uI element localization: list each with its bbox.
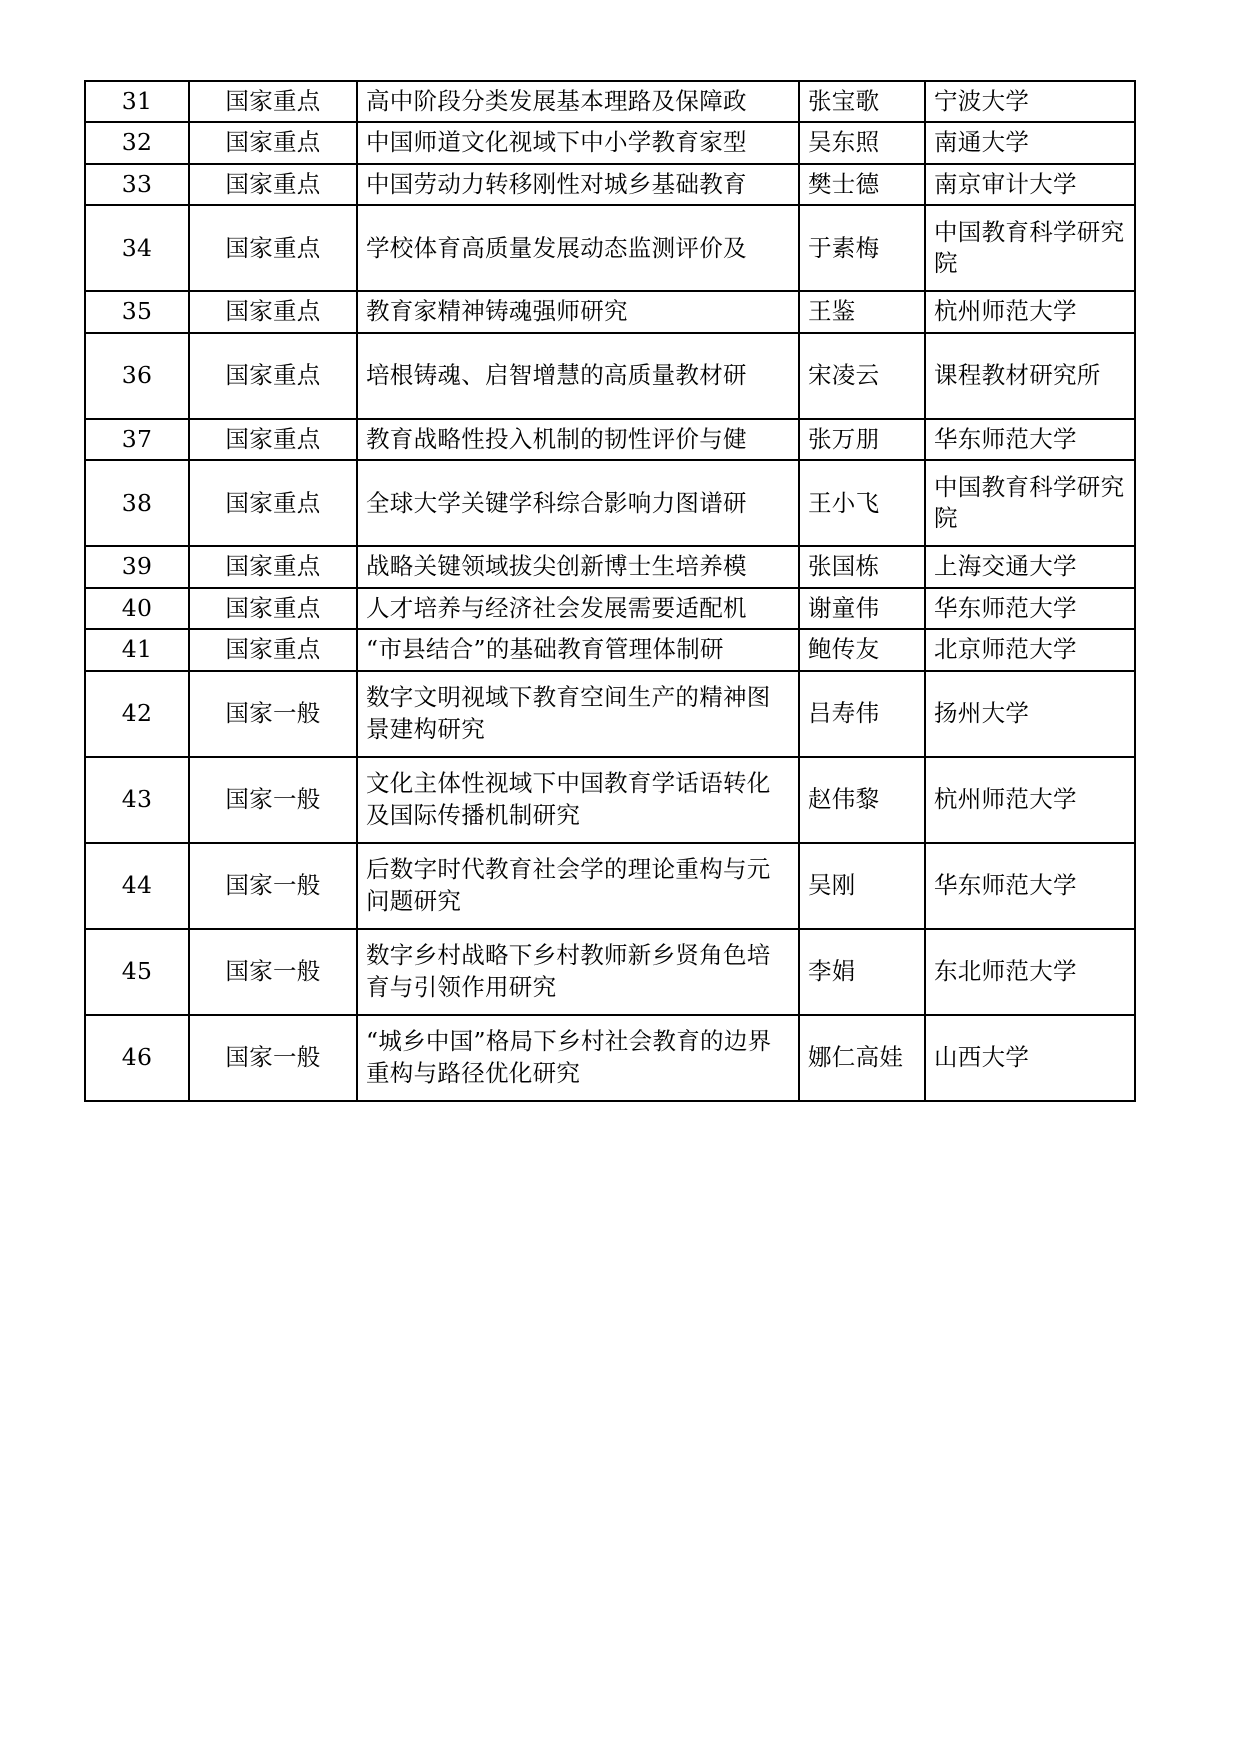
cell-organization: 中国教育科学研究院 [925,205,1135,291]
table-row [85,1015,1135,1101]
table-row [85,291,1135,332]
cell-principal-investigator: 张宝歌 [799,81,925,122]
table-row [85,205,1135,291]
table-row [85,419,1135,460]
cell-principal-investigator: 宋凌云 [799,333,925,419]
table-row [85,546,1135,587]
cell-project-title: “城乡中国”格局下乡村社会教育的边界重构与路径优化研究 [357,1015,799,1101]
cell-project-category: 国家一般 [189,671,357,757]
cell-principal-investigator: 王小飞 [799,460,925,546]
cell-project-title: 数字乡村战略下乡村教师新乡贤角色培育与引领作用研究 [357,929,799,1015]
cell-project-title: “市县结合”的基础教育管理体制研 [357,629,799,670]
cell-project-title: 人才培养与经济社会发展需要适配机 [357,588,799,629]
cell-principal-investigator: 张万朋 [799,419,925,460]
grant-table-container [84,80,1128,1102]
cell-serial-number: 41 [85,629,189,670]
cell-serial-number: 43 [85,757,189,843]
cell-principal-investigator: 于素梅 [799,205,925,291]
cell-principal-investigator: 王鉴 [799,291,925,332]
cell-serial-number: 39 [85,546,189,587]
cell-serial-number: 37 [85,419,189,460]
cell-organization: 华东师范大学 [925,843,1135,929]
cell-project-category: 国家一般 [189,1015,357,1101]
cell-project-category: 国家重点 [189,629,357,670]
cell-serial-number: 33 [85,164,189,205]
cell-organization: 杭州师范大学 [925,757,1135,843]
cell-project-title: 高中阶段分类发展基本理路及保障政 [357,81,799,122]
table-row [85,671,1135,757]
cell-principal-investigator: 娜仁高娃 [799,1015,925,1101]
grant-table [84,80,1136,1102]
cell-project-title: 培根铸魂、启智增慧的高质量教材研 [357,333,799,419]
cell-project-title: 中国劳动力转移刚性对城乡基础教育 [357,164,799,205]
cell-serial-number: 46 [85,1015,189,1101]
cell-project-title: 战略关键领域拔尖创新博士生培养模 [357,546,799,587]
cell-principal-investigator: 赵伟黎 [799,757,925,843]
cell-principal-investigator: 吴东照 [799,122,925,163]
cell-serial-number: 35 [85,291,189,332]
cell-principal-investigator: 吴刚 [799,843,925,929]
cell-project-title: 数字文明视域下教育空间生产的精神图景建构研究 [357,671,799,757]
cell-project-category: 国家一般 [189,929,357,1015]
cell-project-category: 国家重点 [189,164,357,205]
table-row [85,164,1135,205]
cell-project-category: 国家重点 [189,419,357,460]
cell-project-category: 国家一般 [189,843,357,929]
cell-project-title: 全球大学关键学科综合影响力图谱研 [357,460,799,546]
cell-project-category: 国家重点 [189,291,357,332]
cell-project-category: 国家一般 [189,757,357,843]
cell-serial-number: 45 [85,929,189,1015]
cell-serial-number: 36 [85,333,189,419]
cell-principal-investigator: 李娟 [799,929,925,1015]
cell-project-title: 教育家精神铸魂强师研究 [357,291,799,332]
cell-principal-investigator: 鲍传友 [799,629,925,670]
cell-project-title: 后数字时代教育社会学的理论重构与元问题研究 [357,843,799,929]
cell-organization: 中国教育科学研究院 [925,460,1135,546]
cell-organization: 上海交通大学 [925,546,1135,587]
cell-serial-number: 42 [85,671,189,757]
table-row [85,122,1135,163]
cell-project-category: 国家重点 [189,81,357,122]
cell-organization: 山西大学 [925,1015,1135,1101]
cell-project-category: 国家重点 [189,588,357,629]
cell-organization: 华东师范大学 [925,419,1135,460]
cell-organization: 东北师范大学 [925,929,1135,1015]
cell-principal-investigator: 樊士德 [799,164,925,205]
table-row [85,333,1135,419]
table-row [85,81,1135,122]
cell-organization: 南京审计大学 [925,164,1135,205]
cell-serial-number: 31 [85,81,189,122]
cell-organization: 南通大学 [925,122,1135,163]
cell-project-category: 国家重点 [189,546,357,587]
cell-serial-number: 38 [85,460,189,546]
cell-principal-investigator: 吕寿伟 [799,671,925,757]
cell-organization: 北京师范大学 [925,629,1135,670]
cell-organization: 课程教材研究所 [925,333,1135,419]
table-row [85,757,1135,843]
table-row [85,460,1135,546]
cell-project-title: 教育战略性投入机制的韧性评价与健 [357,419,799,460]
cell-organization: 宁波大学 [925,81,1135,122]
table-row [85,588,1135,629]
cell-project-category: 国家重点 [189,205,357,291]
cell-serial-number: 40 [85,588,189,629]
cell-project-title: 中国师道文化视域下中小学教育家型 [357,122,799,163]
table-row [85,629,1135,670]
cell-project-category: 国家重点 [189,122,357,163]
cell-organization: 华东师范大学 [925,588,1135,629]
cell-project-category: 国家重点 [189,333,357,419]
cell-project-category: 国家重点 [189,460,357,546]
grant-table-body [85,81,1135,1101]
cell-organization: 扬州大学 [925,671,1135,757]
cell-principal-investigator: 张国栋 [799,546,925,587]
table-row [85,843,1135,929]
cell-project-title: 文化主体性视域下中国教育学话语转化及国际传播机制研究 [357,757,799,843]
table-row [85,929,1135,1015]
cell-project-title: 学校体育高质量发展动态监测评价及 [357,205,799,291]
cell-serial-number: 34 [85,205,189,291]
cell-serial-number: 32 [85,122,189,163]
cell-principal-investigator: 谢童伟 [799,588,925,629]
cell-organization: 杭州师范大学 [925,291,1135,332]
cell-serial-number: 44 [85,843,189,929]
